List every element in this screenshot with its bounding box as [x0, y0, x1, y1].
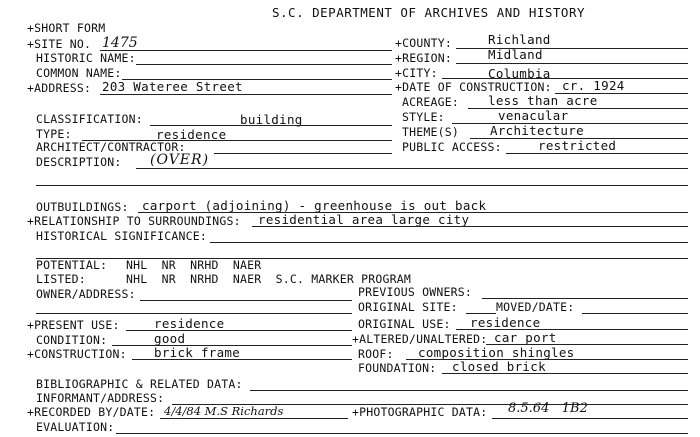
- original-site-line: [466, 313, 496, 314]
- photographic-value: 8.5.64 1B2: [508, 401, 588, 416]
- themes-value: Architecture: [490, 123, 584, 138]
- classification-label: CLASSIFICATION:: [36, 112, 143, 126]
- description-value: (OVER): [150, 152, 210, 168]
- acreage-label: ACREAGE:: [402, 95, 459, 109]
- foundation-value: closed brick: [452, 359, 546, 374]
- region-line: [456, 63, 688, 64]
- historical-significance-line: [210, 242, 688, 243]
- region-value: Midland: [488, 47, 543, 62]
- informant-label: INFORMANT/ADDRESS:: [36, 391, 165, 405]
- present-use-label: +PRESENT USE:: [27, 318, 120, 332]
- address-line: [100, 94, 392, 95]
- foundation-label: FOUNDATION:: [358, 361, 437, 375]
- relationship-line: [252, 226, 688, 227]
- county-label: +COUNTY:: [395, 36, 452, 50]
- owner-address-line: [140, 300, 352, 301]
- original-use-value: residence: [470, 315, 541, 330]
- bibliographic-label: BIBLIOGRAPHIC & RELATED DATA:: [36, 377, 243, 391]
- previous-owners-line: [482, 298, 688, 299]
- address-label: +ADDRESS:: [27, 81, 92, 95]
- recorded-by-value: 4/4/84 M.S Richards: [164, 404, 284, 418]
- photographic-label: +PHOTOGRAPHIC DATA:: [352, 405, 488, 419]
- roof-line: [406, 359, 688, 360]
- address-value: 203 Wateree Street: [102, 79, 243, 94]
- original-use-label: ORIGINAL USE:: [358, 317, 451, 331]
- condition-label: CONDITION:: [36, 333, 108, 347]
- short-form-label: +SHORT FORM: [27, 21, 106, 35]
- altered-label: +ALTERED/UNALTERED:: [352, 332, 488, 346]
- original-site-label: ORIGINAL SITE:: [358, 300, 458, 314]
- relationship-value: residential area large city: [258, 212, 470, 227]
- themes-label: THEME(S): [402, 125, 459, 139]
- public-access-line: [506, 153, 688, 154]
- potential-label: POTENTIAL:: [36, 258, 108, 272]
- construction-value: brick frame: [154, 345, 241, 360]
- recorded-by-label: +RECORDED BY/DATE:: [27, 405, 156, 419]
- construction-line: [132, 359, 352, 360]
- photographic-line: [492, 418, 688, 419]
- historic-name-line: [136, 64, 392, 65]
- type-label: TYPE:: [36, 127, 72, 141]
- owner-extra-line: [36, 313, 352, 314]
- foundation-line: [442, 373, 688, 374]
- recorded-by-line: [160, 418, 348, 419]
- classification-line: [150, 125, 392, 126]
- date-of-construction-value: cr. 1924: [562, 78, 625, 93]
- classification-value: building: [240, 112, 303, 127]
- previous-owners-label: PREVIOUS OWNERS:: [358, 285, 472, 299]
- present-use-value: residence: [154, 316, 225, 331]
- public-access-label: PUBLIC ACCESS:: [402, 140, 502, 154]
- description-extra-line: [36, 185, 688, 186]
- evaluation-label: EVALUATION:: [36, 420, 115, 434]
- outbuildings-value: carport (adjoining) - greenhouse is out back: [142, 198, 487, 213]
- region-label: +REGION:: [395, 51, 452, 65]
- form-title: S.C. DEPARTMENT OF ARCHIVES AND HISTORY: [272, 5, 585, 20]
- description-label: DESCRIPTION:: [36, 155, 122, 169]
- style-label: STYLE:: [402, 110, 445, 124]
- site-no-line: [100, 50, 392, 51]
- historic-name-label: HISTORIC NAME:: [36, 51, 136, 65]
- architect-label: ARCHITECT/CONTRACTOR:: [36, 140, 186, 154]
- owner-address-label: OWNER/ADDRESS:: [36, 287, 136, 301]
- site-no-value: 1475: [102, 35, 138, 51]
- description-line: [136, 168, 688, 169]
- potential-options: NHL NR NRHD NAER: [126, 258, 262, 272]
- listed-options: NHL NR NRHD NAER S.C. MARKER PROGRAM: [126, 272, 411, 286]
- roof-value: composition shingles: [418, 345, 575, 360]
- city-label: +CITY:: [395, 66, 438, 80]
- bibliographic-line: [250, 390, 688, 391]
- altered-value: car port: [494, 330, 557, 345]
- moved-date-line: [582, 313, 688, 314]
- city-value: Columbia: [488, 66, 551, 81]
- type-value: residence: [156, 127, 227, 142]
- condition-value: good: [154, 331, 186, 346]
- common-name-label: COMMON NAME:: [36, 66, 122, 80]
- style-value: venacular: [498, 108, 569, 123]
- listed-label: LISTED:: [36, 272, 86, 286]
- historical-significance-label: HISTORICAL SIGNIFICANCE:: [36, 229, 207, 243]
- acreage-value: less than acre: [488, 93, 598, 108]
- architect-line: [214, 153, 392, 154]
- site-no-label: +SITE NO.: [27, 37, 92, 51]
- construction-label: +CONSTRUCTION:: [27, 347, 127, 361]
- original-use-line: [456, 329, 688, 330]
- roof-label: ROOF:: [358, 347, 394, 361]
- public-access-value: restricted: [538, 138, 617, 153]
- evaluation-line: [116, 433, 688, 434]
- relationship-label: +RELATIONSHIP TO SURROUNDINGS:: [27, 214, 241, 228]
- moved-date-label: MOVED/DATE:: [496, 300, 575, 314]
- date-of-construction-label: +DATE OF CONSTRUCTION:: [395, 80, 552, 94]
- outbuildings-label: OUTBUILDINGS:: [36, 200, 129, 214]
- county-value: Richland: [488, 32, 551, 47]
